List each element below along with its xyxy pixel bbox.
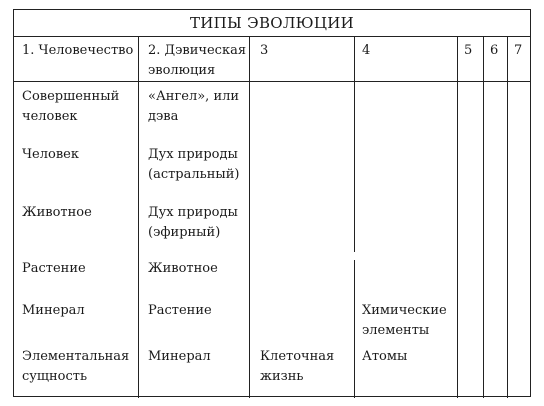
- header-cell: 4: [362, 43, 371, 58]
- column-divider: [249, 37, 250, 398]
- header-cell: 1. Человечество: [22, 43, 134, 58]
- header-cell: 2. Дэвическая эволюция: [148, 43, 247, 78]
- evolution-types-table: [13, 9, 531, 397]
- column-divider: [507, 37, 508, 398]
- table-cell: Минерал: [148, 349, 211, 364]
- table-cell: Человек: [22, 147, 79, 162]
- header-cell: 5: [464, 43, 473, 58]
- table-cell: Минерал: [22, 303, 85, 318]
- table-cell: Клеточная жизнь: [260, 349, 335, 384]
- table-cell: Дух природы (астральный): [148, 147, 240, 182]
- table-cell: Животное: [148, 261, 218, 276]
- table-cell: Растение: [148, 303, 212, 318]
- header-cell: 7: [514, 43, 523, 58]
- table-cell: Атомы: [362, 349, 408, 364]
- column-divider: [354, 37, 355, 252]
- table-cell: Дух природы (эфирный): [148, 205, 238, 240]
- column-divider: [138, 37, 139, 398]
- header-cell: 6: [490, 43, 499, 58]
- column-divider: [354, 260, 355, 398]
- column-divider: [483, 37, 484, 398]
- table-title: ТИПЫ ЭВОЛЮЦИИ: [14, 10, 530, 37]
- header-cell: 3: [260, 43, 269, 58]
- table-cell: Животное: [22, 205, 92, 220]
- table-cell: Совершенный человек: [22, 89, 120, 124]
- table-cell: «Ангел», или дэва: [148, 89, 240, 124]
- column-divider: [457, 37, 458, 398]
- table-cell: Элементальная сущность: [22, 349, 130, 384]
- table-cell: Растение: [22, 261, 86, 276]
- table-cell: Химические элементы: [362, 303, 447, 338]
- header-divider: [14, 81, 530, 82]
